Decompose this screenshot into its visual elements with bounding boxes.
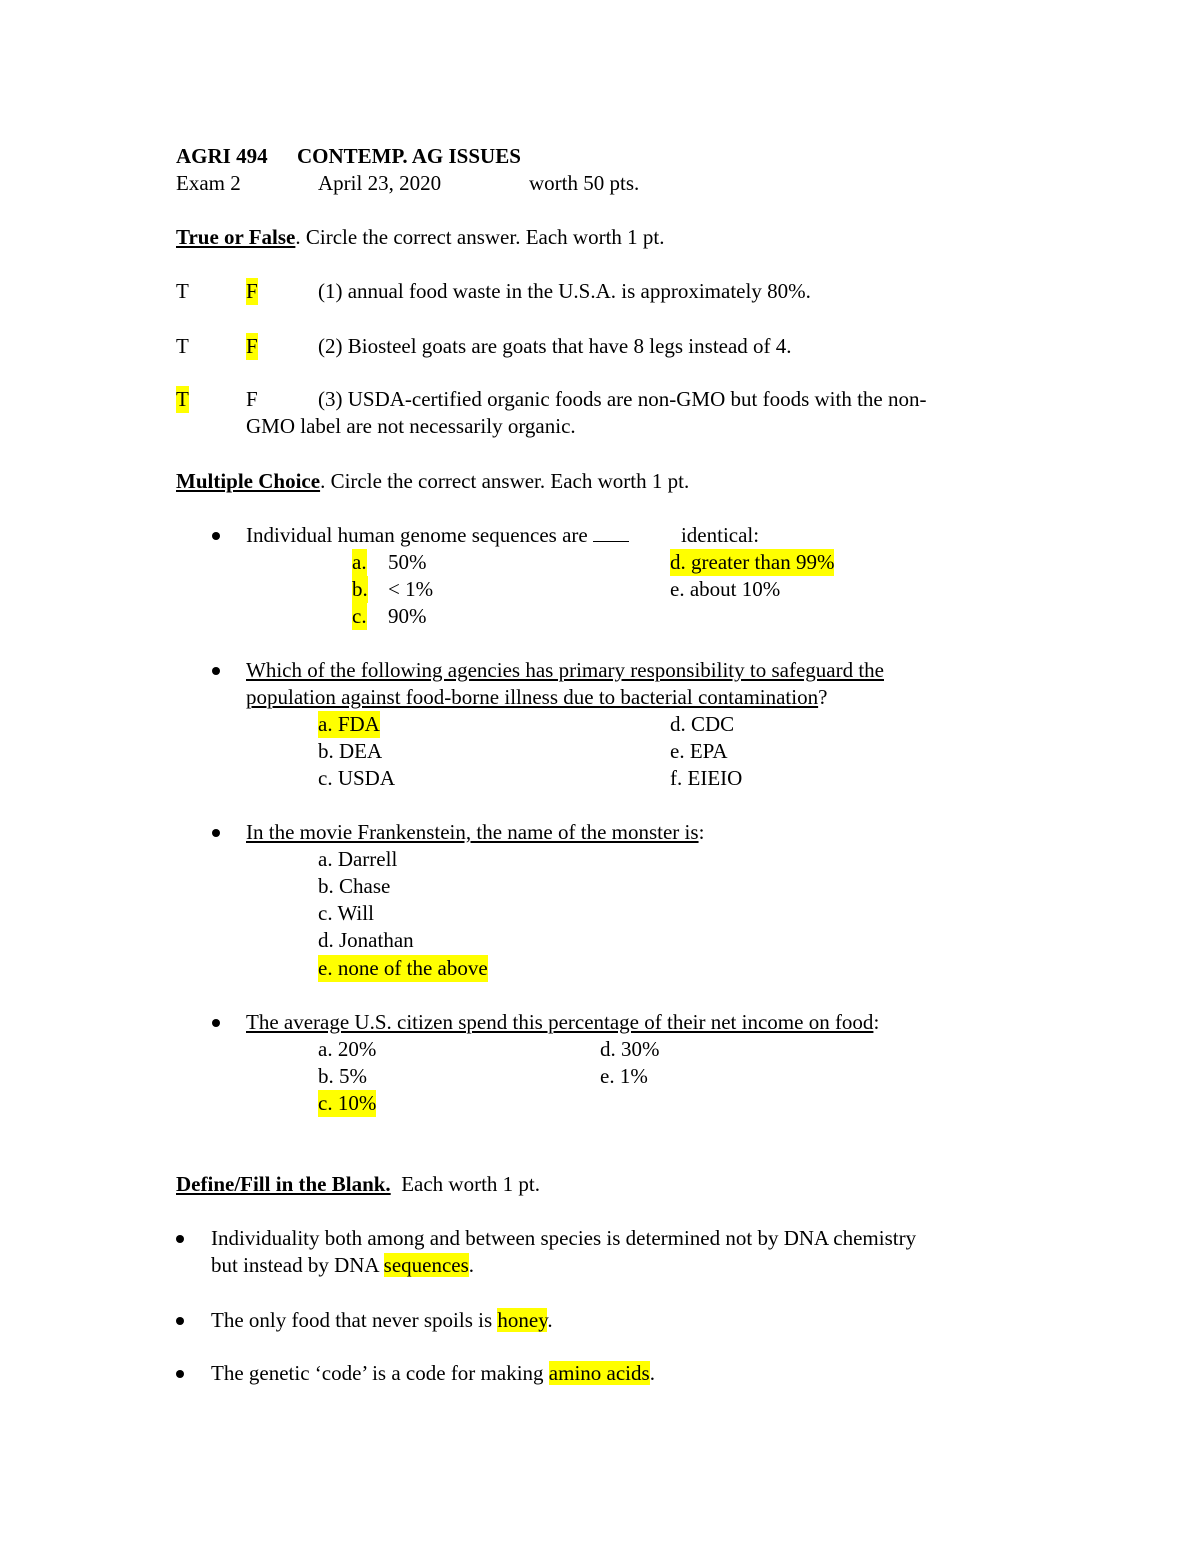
q3-opt-e-answer: e. none of the above — [318, 956, 488, 980]
q1-prompt — [246, 522, 759, 549]
q1-opt-a: 50% — [388, 550, 427, 574]
bullet-icon — [176, 1370, 184, 1378]
def1-answer: sequences — [383, 1253, 469, 1277]
q1-opt-a-letter: a. — [352, 550, 367, 574]
q1-opt-c-letter: c. — [352, 604, 367, 628]
tf2-f-answer: F — [246, 334, 258, 358]
define-section-heading — [176, 1171, 540, 1198]
q3-prompt-end: : — [698, 820, 705, 844]
mc-heading: Multiple Choice — [176, 469, 321, 493]
def1-line1: Individuality both among and between species is determined not by DNA chemistry — [211, 1226, 917, 1250]
bullet-icon — [212, 667, 220, 675]
q3-prompt-wrap — [246, 819, 704, 846]
q1-opt-c: 90% — [388, 604, 427, 628]
bullet-icon — [212, 1019, 220, 1027]
tf3-t-answer: T — [176, 387, 189, 411]
exam-worth: worth 50 pts. — [529, 171, 640, 195]
q1-opt-e: e. about 10% — [670, 577, 781, 601]
course-title: CONTEMP. AG ISSUES — [297, 144, 521, 168]
bullet-icon — [176, 1317, 184, 1325]
q4-opt-a: a. 20% — [318, 1037, 377, 1061]
def2-line — [211, 1307, 553, 1334]
mc-section-heading — [176, 468, 689, 495]
def2-post: . — [547, 1308, 553, 1332]
course-code: AGRI 494 — [176, 144, 268, 168]
bullet-icon — [212, 532, 220, 540]
tf1-t: T — [176, 279, 189, 303]
def1-post: . — [468, 1253, 475, 1277]
tf-section-heading — [176, 224, 665, 251]
tf3-f: F — [246, 387, 258, 411]
q1-opt-b-letter: b. — [352, 577, 368, 601]
q2-opt-d: d. CDC — [670, 712, 735, 736]
tf-instructions: . Circle the correct answer. Each worth 1 pt. — [295, 225, 665, 249]
q2-opt-e: e. EPA — [670, 739, 728, 763]
q4-opt-c-answer: c. 10% — [318, 1091, 377, 1115]
def3-line — [211, 1360, 655, 1387]
bullet-icon — [176, 1235, 184, 1243]
q2-opt-a-answer: a. FDA — [318, 712, 380, 736]
q4-opt-e: e. 1% — [600, 1064, 648, 1088]
tf1-statement: (1) annual food waste in the U.S.A. is approximately 80%. — [318, 279, 811, 303]
define-heading: Define/Fill in the Blank. — [176, 1172, 391, 1196]
q2-prompt-line2: population against food-borne illness due to bacterial contamination — [246, 685, 819, 709]
def3-pre: The genetic ‘code’ is a code for making — [211, 1361, 549, 1385]
q2-opt-c: c. USDA — [318, 766, 395, 790]
q2-prompt-line2-wrap — [246, 684, 827, 711]
exam-date: April 23, 2020 — [318, 171, 442, 195]
q4-prompt: The average U.S. citizen spend this percentage of their net income on food — [246, 1010, 874, 1034]
bullet-icon — [212, 829, 220, 837]
q3-prompt: In the movie Frankenstein, the name of the monster is — [246, 820, 699, 844]
mc-instructions: . Circle the correct answer. Each worth 1 pt. — [320, 469, 690, 493]
tf2-t: T — [176, 334, 189, 358]
q1-blank — [593, 523, 629, 542]
q3-opt-b: b. Chase — [318, 874, 391, 898]
q4-opt-b: b. 5% — [318, 1064, 367, 1088]
def2-pre: The only food that never spoils is — [211, 1308, 498, 1332]
def2-answer: honey — [497, 1308, 548, 1332]
q2-opt-b: b. DEA — [318, 739, 383, 763]
q2-prompt-line1: Which of the following agencies has primary responsibility to safeguard the — [246, 658, 884, 682]
q3-opt-a: a. Darrell — [318, 847, 398, 871]
q3-opt-c: c. Will — [318, 901, 374, 925]
q1-opt-b: < 1% — [388, 577, 434, 601]
q1-prompt-end: identical: — [680, 523, 760, 547]
def1-line2 — [211, 1252, 474, 1279]
tf3-statement-cont: GMO label are not necessarily organic. — [246, 414, 576, 438]
q3-opt-d: d. Jonathan — [318, 928, 414, 952]
q2-opt-f: f. EIEIO — [670, 766, 743, 790]
tf2-statement: (2) Biosteel goats are goats that have 8 legs instead of 4. — [318, 334, 792, 358]
def3-post: . — [649, 1361, 655, 1385]
def1-pre: but instead by DNA — [211, 1253, 384, 1277]
define-instructions: Each worth 1 pt. — [390, 1172, 540, 1196]
tf-heading: True or False — [176, 225, 296, 249]
q4-opt-d: d. 30% — [600, 1037, 660, 1061]
exam-label: Exam 2 — [176, 171, 241, 195]
q4-prompt-end: : — [873, 1010, 880, 1034]
def3-answer: amino acids — [548, 1361, 650, 1385]
tf3-statement: (3) USDA-certified organic foods are non-GMO but foods with the non- — [318, 387, 927, 411]
q1-opt-d-answer: d. greater than 99% — [670, 550, 835, 574]
tf1-f-answer: F — [246, 279, 258, 303]
q4-prompt-wrap — [246, 1009, 879, 1036]
q1-prompt-start: Individual human genome sequences are — [246, 523, 593, 547]
q2-prompt-end: ? — [818, 685, 828, 709]
